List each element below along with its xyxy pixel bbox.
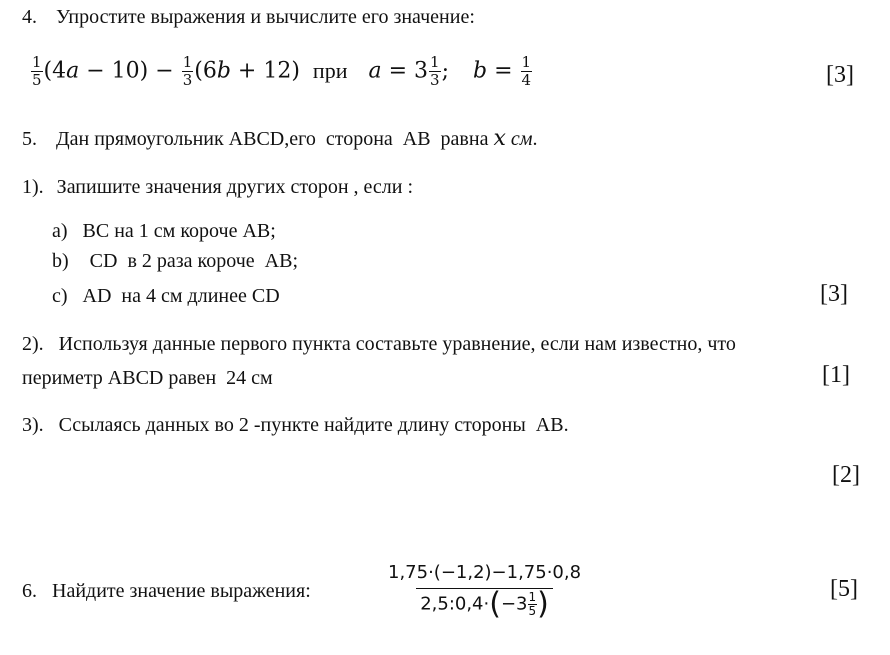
list-item: c) AD на 4 см длинее CD [52, 285, 280, 307]
mixed-fraction: $\frac{1}{5}$ [528, 590, 537, 618]
coef1-fraction: $\frac{1}{5}$ [32, 53, 42, 89]
part2-score: [1] [822, 362, 850, 388]
task4-expression: $\frac{1}{5}$ (4a − 10) − $\frac{1}{3}$ (6b + 12) при a = 3 $\frac{1}{3}$ ; b = $\frac{1}{4}$ [32, 53, 532, 89]
part3-score: [2] [832, 462, 860, 488]
task5-heading: 5. Дан прямоугольник ABCD,его сторона AB равна x см. [22, 126, 538, 151]
when-word: при [312, 57, 348, 83]
task6-score: [5] [830, 576, 858, 602]
task6-heading [22, 580, 311, 603]
task5-part2-line2: периметр ABCD равен 24 см [22, 367, 273, 389]
b-value-fraction: $\frac{1}{4}$ [521, 53, 532, 89]
list-item: b) CD в 2 раза короче AB; [52, 250, 299, 272]
coef2-fraction: $\frac{1}{3}$ [182, 53, 193, 89]
task6-number: 6. [22, 580, 37, 602]
task5-number: 5. [22, 128, 37, 150]
task6-numerator: 1,75·(−1,2)−1,75·0,8 [388, 562, 582, 583]
task6-prompt: Найдите значение выражения: [52, 580, 311, 602]
task6-denominator: 2,5:0,4·(−3 $\frac{1}{5}$ ) [416, 588, 553, 618]
unit-cm: см [510, 128, 533, 150]
task5-part1-heading: 1). Запишите значения других сторон , если : [22, 176, 414, 198]
task4-heading [22, 6, 475, 29]
task4-prompt: Упростите выражения и вычислите его значение: [56, 6, 475, 28]
task5-part3: 3). Ссылаясь данных во 2 -пункте найдите длину стороны AB. [22, 414, 569, 436]
list-item: a) BC на 1 см короче AB; [52, 220, 276, 242]
task6-fraction [384, 560, 585, 622]
task5-prompt: Дан прямоугольник ABCD,его сторона AB равна [56, 128, 489, 150]
task4-score: [3] [826, 62, 854, 88]
task4-number: 4. [22, 6, 37, 28]
var-x: x [493, 126, 506, 151]
task5-part2-line1: 2). Используя данные первого пункта составьте уравнение, если нам известно, что [22, 333, 736, 355]
a-value-fraction: $\frac{1}{3}$ [430, 53, 440, 89]
part1-score: [3] [820, 281, 848, 307]
